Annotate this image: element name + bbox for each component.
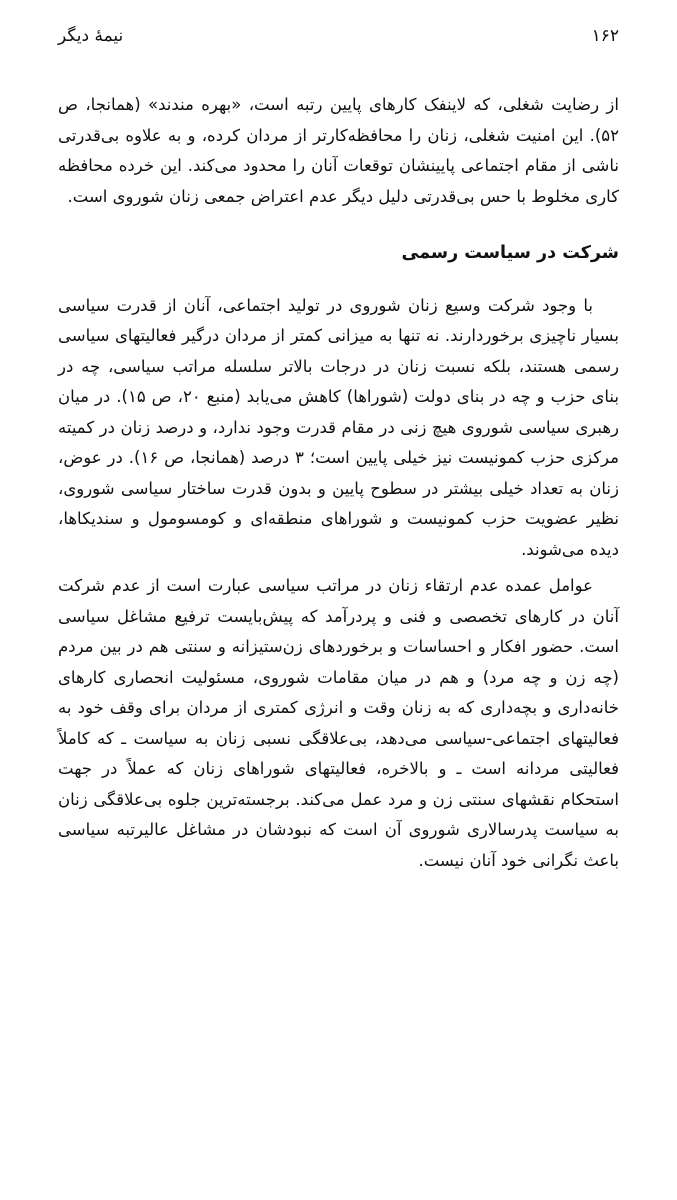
page-header <box>58 26 619 46</box>
page-body <box>58 90 619 876</box>
paragraph-2: با وجود شرکت وسیع زنان شوروی در تولید اجتماعی، آنان از قدرت سیاسی بسیار ناچیزی برخوردارند. نه تنها به میزانی کمتر از مردان درگیر فعالیتهای سیاسی رسمی هستند، بلکه نسبت زنان در درجات بالاتر سلسله مراتب سیاسی، چه در بنای حزب و چه در بنای دولت (شوراها) کاهش می‌یابد (منبع ۲۰، ص ۱۵). در میان رهبری سیاسی شوروی هیچ زنی در مقام قدرت وجود ندارد، و درصد زنان در کمیته مرکزی حزب کمونیست نیز خیلی پایین است؛ ۳ درصد (همانجا، ص ۱۶). در عوض، زنان به تعداد خیلی بیشتر در سطوح پایین و بدون قدرت ساختار سیاسی شوروی، نظیر عضویت حزب کمونیست و شوراهای منطقه‌ای و کومسومول و سندیکاها، دیده می‌شوند. <box>58 295 619 559</box>
paragraph-3: عوامل عمده عدم ارتقاء زنان در مراتب سیاسی عبارت است از عدم شرکت آنان در کارهای تخصصی و فنی و پردرآمد که پیش‌بایست ترفیع مشاغل سیاسی است. حضور افکار و احساسات و برخوردهای زن‌ستیزانه و سنتی هم در بین مردم (چه زن و چه مرد) و هم در میان مقامات شوروی، مسئولیت انحصاری کارهای خانه‌داری و بچه‌داری که به زنان وقت و انرژی کمتری از مردان برای وقف خود به فعالیتهای اجتماعی-سیاسی می‌دهد، بی‌علاقگی نسبی زنان به سیاست ـ که کاملاً فعالیتی مردانه است ـ و بالاخره، فعالیتهای شوراهای زنان که عملاً در جهت استحکام نقشهای سنتی زن و مرد عمل می‌کند. برجسته‌ترین جلوه بی‌علاقگی زنان به سیاست پدرسالاری شوروی آن است که نبودشان در مشاغل عالیرتبه سیاسی باعث نگرانی خود آنان نیست. <box>58 576 619 870</box>
section-heading: شرکت در سیاست رسمی <box>401 243 619 263</box>
book-title: نیمهٔ دیگر <box>58 26 124 46</box>
page-number: ۱۶۲ <box>591 26 619 46</box>
paragraph-1: از رضایت شغلی، که لاینفک کارهای پایین رتبه است، «بهره مندند» (همانجا، ص ۵۲). این امنیت شغلی، زنان را محافظه‌کارتر از مردان کرده، و به علاوه بی‌قدرتی ناشی از مقام اجتماعی پایینشان توقعات آنان را محدود می‌کند. این خرده محافظه کاری مخلوط با حس بی‌قدرتی دلیل دیگر عدم اعتراض جمعی زنان شوروی است. <box>58 95 619 206</box>
